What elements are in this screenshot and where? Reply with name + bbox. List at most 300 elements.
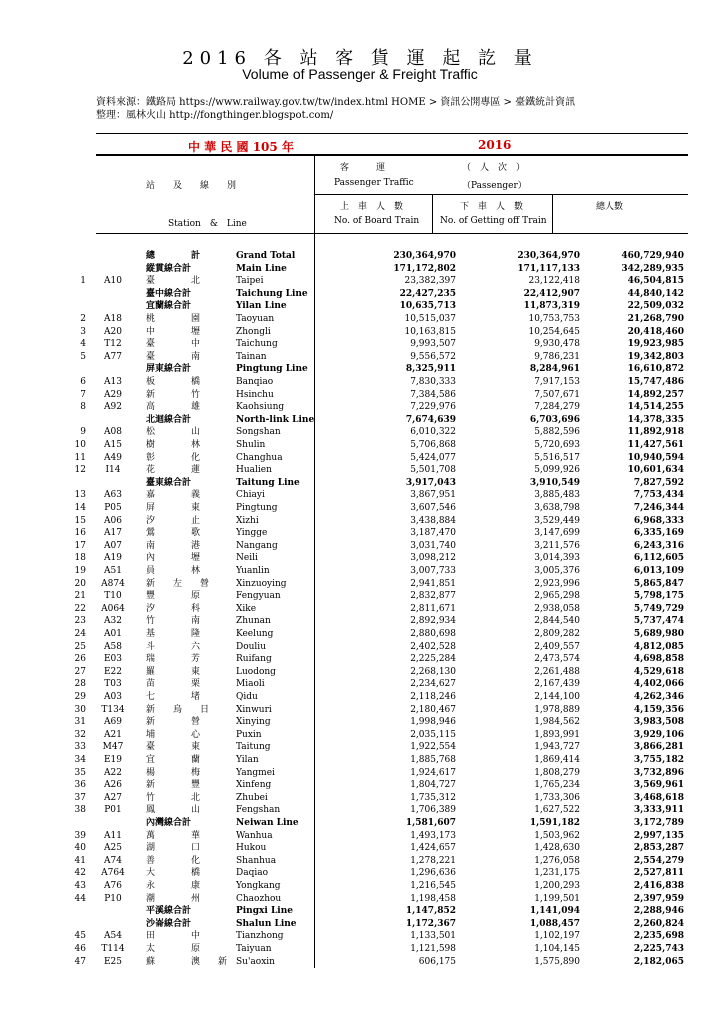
table-row	[0, 779, 720, 792]
table-row	[0, 578, 720, 591]
station-name-en: Taiyuan	[236, 944, 272, 954]
station-code: A63	[104, 490, 122, 501]
total-count: 4,812,085	[633, 641, 684, 652]
station-name-en: Chaozhou	[236, 893, 282, 904]
table-row	[0, 880, 720, 893]
table-row	[0, 956, 720, 969]
off-count: 2,938,058	[534, 603, 580, 614]
board-count: 1,885,768	[410, 755, 456, 765]
total-count: 7,827,592	[633, 477, 684, 488]
station-number: 41	[74, 855, 86, 866]
total-count: 5,798,175	[633, 591, 684, 602]
off-count: 5,720,693	[534, 440, 580, 450]
station-number: 1	[80, 276, 86, 287]
off-count: 230,364,970	[517, 251, 580, 261]
station-name-zh: 臺中線合計	[146, 288, 192, 299]
station-number: 38	[74, 805, 86, 816]
table-row	[0, 943, 720, 956]
station-name-zh: 太 原	[146, 944, 201, 954]
subtotal-row	[0, 918, 720, 931]
board-count: 1,922,554	[410, 742, 456, 753]
total-count: 20,418,460	[627, 326, 684, 337]
total-count: 6,243,316	[633, 540, 684, 551]
station-name-en: Yangmei	[236, 767, 275, 778]
station-name-en: Douliu	[236, 641, 266, 652]
station-name-zh: 竹 南	[146, 616, 201, 627]
board-count: 1,735,312	[410, 792, 456, 803]
station-name-en: Xinfeng	[236, 780, 272, 791]
total-count: 2,235,698	[633, 931, 684, 942]
station-name-zh: 田 中	[146, 931, 201, 942]
station-number: 30	[74, 704, 86, 715]
board-count: 2,811,671	[410, 603, 456, 614]
off-en: No. of Getting off Train	[440, 216, 547, 226]
station-name-en: Miaoli	[236, 679, 265, 690]
station-name-zh: 沙崙線合計	[146, 918, 192, 929]
table-row	[0, 741, 720, 754]
total-count: 2,260,824	[633, 918, 684, 929]
off-count: 1,978,889	[534, 704, 580, 715]
board-count: 606,175	[418, 956, 456, 967]
total-count: 4,529,618	[633, 666, 684, 677]
board-count: 2,225,284	[410, 654, 456, 665]
station-number: 18	[74, 553, 86, 564]
station-name-zh: 新 烏 日	[146, 704, 210, 715]
board-count: 1,133,501	[410, 931, 456, 942]
station-name-en: Tianzhong	[236, 931, 284, 942]
station-name-en: Fengshan	[236, 805, 281, 816]
table-row	[0, 565, 720, 578]
total-count: 14,514,255	[627, 402, 684, 413]
total-zh: 總人數	[596, 202, 624, 212]
station-code: A77	[104, 351, 122, 362]
board-count: 1,998,946	[410, 717, 456, 728]
station-number: 26	[74, 654, 86, 665]
total-count: 44,840,142	[627, 288, 684, 299]
passenger-zh: 客 運	[340, 163, 386, 173]
subtotal-row	[0, 250, 720, 263]
station-name-zh: 新 營	[146, 717, 201, 728]
station-number: 46	[74, 944, 86, 954]
total-count: 6,013,109	[633, 566, 684, 576]
station-name-zh: 瑞 芳	[146, 654, 201, 665]
station-name-en: Hsinchu	[236, 389, 274, 400]
table-row	[0, 464, 720, 477]
station-line-en: Station & Line	[168, 219, 247, 229]
table-row	[0, 767, 720, 780]
board-count: 5,424,077	[410, 452, 456, 463]
header-thick-rule	[96, 154, 688, 156]
station-name-zh: 總 計	[146, 251, 201, 261]
station-name-en: Taoyuan	[236, 314, 275, 324]
total-count: 2,416,838	[633, 881, 684, 891]
station-number: 10	[74, 440, 86, 450]
total-count: 11,892,918	[627, 427, 684, 438]
table-row	[0, 930, 720, 943]
station-name-zh: 臺東線合計	[146, 477, 192, 488]
station-name-zh: 楊 梅	[146, 767, 201, 778]
table-row	[0, 842, 720, 855]
off-count: 6,703,696	[529, 414, 580, 425]
off-count: 1,893,991	[534, 729, 580, 740]
total-count: 19,342,803	[627, 351, 684, 362]
station-name-zh: 內灣線合計	[146, 818, 192, 828]
total-count: 2,397,959	[633, 893, 684, 904]
station-number: 9	[80, 427, 86, 438]
station-name-en: Luodong	[236, 666, 276, 677]
subtotal-row	[0, 817, 720, 830]
off-count: 1,808,279	[534, 767, 580, 778]
year-zh: 中 華 民 國 105 年	[188, 140, 294, 154]
table-row	[0, 502, 720, 515]
table-row	[0, 313, 720, 326]
table-row	[0, 590, 720, 603]
table-row	[0, 855, 720, 868]
board-count: 3,007,733	[410, 566, 456, 576]
total-count: 2,527,811	[633, 868, 684, 879]
table-row	[0, 754, 720, 767]
station-name-zh: 潮 州	[146, 893, 201, 904]
board-count: 2,268,130	[410, 666, 456, 677]
station-number: 35	[74, 767, 86, 778]
table-row	[0, 603, 720, 616]
total-count: 3,929,106	[633, 729, 684, 740]
board-count: 1,706,389	[410, 805, 456, 816]
board-count: 3,187,470	[410, 528, 456, 539]
station-name-en: Grand Total	[236, 251, 296, 261]
total-count: 2,182,065	[633, 956, 684, 967]
total-count: 16,610,872	[627, 364, 684, 375]
off-count: 2,965,298	[534, 591, 580, 602]
table-row	[0, 830, 720, 843]
station-name-en: Pingtung	[236, 503, 278, 513]
station-name-zh: 縱貫線合計	[146, 263, 192, 274]
off-count: 5,882,596	[534, 427, 580, 438]
total-count: 6,112,605	[633, 553, 684, 564]
station-number: 2	[80, 314, 86, 324]
station-name-en: Tainan	[236, 351, 267, 362]
station-number: 44	[74, 893, 86, 904]
title-en: Volume of Passenger & Freight Traffic	[242, 66, 478, 82]
subtotal-row	[0, 300, 720, 313]
table-row	[0, 893, 720, 906]
table-row	[0, 326, 720, 339]
off-count: 3,885,483	[534, 490, 580, 501]
board-count: 2,892,934	[410, 616, 456, 627]
station-name-zh: 高 雄	[146, 402, 201, 413]
board-count: 5,706,868	[410, 440, 456, 450]
station-code: A08	[104, 427, 122, 438]
off-count: 5,516,517	[534, 452, 580, 463]
station-name-en: Taitung Line	[236, 477, 300, 488]
station-name-en: Hualien	[236, 465, 272, 476]
off-count: 2,844,540	[534, 616, 580, 627]
station-code: A17	[104, 528, 122, 539]
table-row	[0, 439, 720, 452]
table-row	[0, 804, 720, 817]
station-code: A29	[104, 389, 122, 400]
total-count: 10,940,594	[627, 452, 684, 463]
station-code: A13	[104, 377, 122, 387]
off-count: 1,733,306	[534, 792, 580, 803]
table-row	[0, 691, 720, 704]
station-name-zh: 臺 南	[146, 351, 201, 362]
off-count: 3,014,393	[534, 553, 580, 564]
station-name-zh: 汐 科	[146, 603, 201, 614]
board-count: 1,581,607	[405, 818, 456, 828]
table-row	[0, 389, 720, 402]
station-code: T10	[104, 591, 122, 602]
table-row	[0, 540, 720, 553]
station-code: A69	[104, 717, 122, 728]
station-line-zh: 站 及 線 別	[146, 181, 237, 191]
off-count: 1,984,562	[534, 717, 580, 728]
station-number: 40	[74, 843, 86, 854]
table-row	[0, 628, 720, 641]
off-count: 3,529,449	[534, 515, 580, 526]
board-count: 7,229,976	[410, 402, 456, 413]
total-count: 14,892,257	[627, 389, 684, 400]
station-number: 31	[74, 717, 86, 728]
off-count: 2,144,100	[534, 692, 580, 702]
station-code: A58	[104, 641, 122, 652]
board-count: 1,278,221	[410, 855, 456, 866]
off-count: 1,591,182	[529, 818, 580, 828]
board-count: 3,438,884	[410, 515, 456, 526]
station-number: 11	[74, 452, 86, 463]
station-code: T12	[104, 339, 122, 350]
header-sub-rule	[314, 194, 688, 195]
station-name-zh: 七 堵	[146, 692, 201, 702]
off-count: 1,575,890	[534, 956, 580, 967]
station-name-zh: 萬 華	[146, 830, 201, 841]
station-name-en: Xinwuri	[236, 704, 272, 715]
total-count: 5,689,980	[633, 629, 684, 639]
header-top-rule	[96, 133, 688, 134]
off-count: 1,088,457	[529, 918, 580, 929]
off-count: 7,507,671	[534, 389, 580, 400]
station-name-en: Taipei	[236, 276, 264, 287]
total-count: 3,172,789	[633, 818, 684, 828]
board-count: 3,867,951	[410, 490, 456, 501]
station-name-zh: 竹 北	[146, 792, 201, 803]
station-name-en: Shalun Line	[236, 918, 297, 929]
station-name-en: Taitung	[236, 742, 271, 753]
station-name-zh: 北迴線合計	[146, 414, 192, 425]
station-name-en: Xizhi	[236, 515, 259, 526]
off-count: 5,099,926	[534, 465, 580, 476]
subtotal-row	[0, 414, 720, 427]
off-count: 1,869,414	[534, 755, 580, 765]
total-count: 10,601,634	[627, 465, 684, 476]
off-count: 1,200,293	[534, 881, 580, 891]
table-row	[0, 338, 720, 351]
total-count: 22,509,032	[627, 301, 684, 312]
station-number: 13	[74, 490, 86, 501]
board-count: 7,830,333	[410, 377, 456, 387]
station-name-zh: 大 橋	[146, 868, 201, 879]
total-count: 21,268,790	[627, 314, 684, 324]
editor-line: 整理：風林火山 http://fongthinger.blogspot.com/	[96, 110, 334, 121]
board-count: 2,180,467	[410, 704, 456, 715]
subtotal-row	[0, 363, 720, 376]
total-count: 2,554,279	[633, 855, 684, 866]
total-count: 6,335,169	[633, 528, 684, 539]
station-name-zh: 花 蓮	[146, 465, 201, 476]
off-count: 9,930,478	[534, 339, 580, 350]
board-count: 1,147,852	[405, 906, 456, 917]
table-row	[0, 275, 720, 288]
station-name-en: Xike	[236, 603, 257, 614]
board-count: 9,993,507	[410, 339, 456, 350]
station-code: T114	[101, 944, 125, 954]
station-name-en: Qidu	[236, 692, 258, 702]
station-code: A18	[104, 314, 122, 324]
table-row	[0, 552, 720, 565]
station-code: E03	[103, 654, 123, 665]
station-name-en: Nangang	[236, 540, 278, 551]
board-count: 3,098,212	[410, 553, 456, 564]
table-row	[0, 704, 720, 717]
total-count: 3,732,896	[633, 767, 684, 778]
station-name-en: Pingtung Line	[236, 364, 308, 375]
table-row	[0, 452, 720, 465]
table-row	[0, 716, 720, 729]
board-count: 6,010,322	[410, 427, 456, 438]
total-count: 6,968,333	[633, 515, 684, 526]
subtotal-row	[0, 905, 720, 918]
station-name-zh: 基 隆	[146, 629, 201, 639]
total-count: 15,747,486	[627, 377, 684, 387]
station-number: 12	[74, 465, 86, 476]
station-number: 3	[80, 326, 86, 337]
station-number: 19	[74, 566, 86, 576]
station-code: A32	[104, 616, 122, 627]
station-number: 47	[74, 956, 86, 967]
off-count: 1,102,197	[534, 931, 580, 942]
board-count: 7,384,586	[410, 389, 456, 400]
station-name-zh: 羅 東	[146, 666, 201, 677]
station-name-zh: 蘇 澳 新	[146, 956, 228, 967]
station-name-en: Hukou	[236, 843, 267, 854]
total-count: 4,159,356	[633, 704, 684, 715]
station-name-en: Pingxi Line	[236, 906, 293, 917]
table-row	[0, 615, 720, 628]
station-name-zh: 臺 北	[146, 276, 201, 287]
station-number: 29	[74, 692, 86, 702]
off-count: 2,923,996	[534, 578, 580, 589]
station-name-zh: 平溪線合計	[146, 906, 192, 917]
board-count: 1,424,657	[410, 843, 456, 854]
station-code: A74	[104, 855, 122, 866]
board-count: 2,832,877	[410, 591, 456, 602]
station-name-en: Taichung Line	[236, 288, 308, 299]
station-name-zh: 板 橋	[146, 377, 201, 387]
station-number: 34	[74, 755, 86, 765]
subtotal-row	[0, 288, 720, 301]
station-name-zh: 嘉 義	[146, 490, 201, 501]
total-count: 3,866,281	[633, 742, 684, 753]
board-count: 1,172,367	[405, 918, 456, 929]
board-en: No. of Board Train	[334, 216, 420, 226]
off-count: 3,910,549	[529, 477, 580, 488]
off-count: 7,917,153	[534, 377, 580, 387]
total-count: 5,865,847	[633, 578, 684, 589]
title-zh: 2016 各 站 客 貨 運 起 訖 量	[182, 48, 538, 69]
total-count: 4,262,346	[633, 692, 684, 702]
total-count: 5,737,474	[633, 616, 684, 627]
station-number: 5	[80, 351, 86, 362]
station-code: I14	[105, 465, 121, 476]
board-count: 1,493,173	[410, 830, 456, 841]
off-count: 3,005,376	[534, 566, 580, 576]
station-number: 27	[74, 666, 86, 677]
board-count: 7,674,639	[405, 414, 456, 425]
station-name-en: Zhongli	[236, 326, 271, 337]
station-code: A06	[104, 515, 122, 526]
station-number: 4	[80, 339, 86, 350]
total-count: 7,246,344	[633, 503, 684, 513]
off-count: 3,638,798	[534, 503, 580, 513]
board-count: 2,118,246	[410, 692, 456, 702]
table-row	[0, 678, 720, 691]
total-count: 3,468,618	[633, 792, 684, 803]
off-count: 1,627,522	[534, 805, 580, 816]
station-name-en: Su'aoxin	[236, 956, 275, 967]
total-count: 3,569,961	[633, 780, 684, 791]
table-row	[0, 426, 720, 439]
off-zh: 下 車 人 數	[460, 202, 524, 212]
station-name-en: Neiwan Line	[236, 818, 299, 828]
station-number: 42	[74, 868, 86, 879]
station-number: 33	[74, 742, 86, 753]
station-code: A19	[104, 553, 122, 564]
off-count: 1,428,630	[534, 843, 580, 854]
station-number: 45	[74, 931, 86, 942]
board-count: 5,501,708	[410, 465, 456, 476]
off-count: 10,753,753	[528, 314, 580, 324]
station-code: A764	[101, 868, 125, 879]
total-count: 5,749,729	[633, 603, 684, 614]
station-name-en: Keelung	[236, 629, 274, 639]
station-code: P05	[104, 503, 122, 513]
off-count: 11,873,319	[523, 301, 580, 312]
station-name-zh: 屏 東	[146, 503, 201, 513]
table-row	[0, 515, 720, 528]
station-code: P01	[104, 805, 122, 816]
board-count: 1,804,727	[410, 780, 456, 791]
table-row	[0, 489, 720, 502]
total-count: 7,753,434	[633, 490, 684, 501]
station-name-en: Changhua	[236, 452, 283, 463]
subtotal-row	[0, 263, 720, 276]
off-count: 2,261,488	[534, 666, 580, 677]
station-name-en: Songshan	[236, 427, 281, 438]
off-count: 171,117,133	[517, 263, 580, 274]
station-number: 22	[74, 603, 86, 614]
station-code: A11	[104, 830, 122, 841]
station-name-zh: 汐 止	[146, 515, 201, 526]
total-count: 4,402,066	[633, 679, 684, 690]
board-count: 2,402,528	[410, 641, 456, 652]
header-col-divider-2	[432, 195, 433, 233]
station-name-zh: 臺 中	[146, 339, 201, 350]
station-name-zh: 員 林	[146, 566, 201, 576]
station-code: A27	[104, 792, 122, 803]
board-count: 171,172,802	[393, 263, 456, 274]
off-count: 2,809,282	[534, 629, 580, 639]
station-name-en: Wanhua	[236, 830, 273, 841]
